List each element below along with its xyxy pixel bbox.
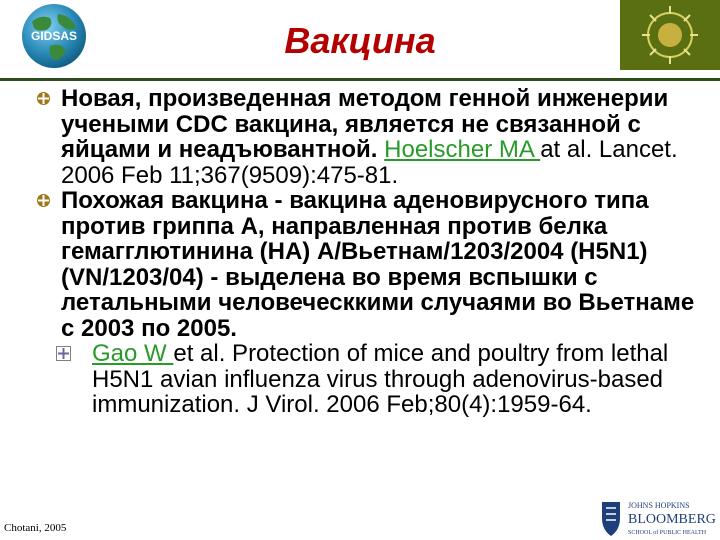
bullet-1-citation: at al. Lancet. 2006 Feb 11;367(9509):475-81. [61,136,678,189]
title-divider [0,78,720,81]
sub-bullet [56,341,696,418]
jh-line-1: JOHNS HOPKINS [628,501,690,510]
page-title: Вакцина [284,20,436,61]
gidsas-logo-text: GIDSAS [30,29,78,43]
sub-bullet-citation: et al. Protection of mice and poultry from lethal H5N1 avian influenza virus through adenovirus-based immunization. J Virol. 2006 Feb;80(4):1959-64. [92,340,669,418]
bullet-1-text: Новая, произведенная методом генной инженерии учеными CDC вакцина, является не связанной с яйцами и неадъювантной. [61,85,669,163]
footer-author: Chotani, 2005 [4,522,67,534]
sub-bullet-icon [56,346,71,361]
bullet-icon [36,193,51,208]
johns-hopkins-logo [598,496,720,540]
bullet-1 [36,86,696,188]
jh-line-2: BLOOMBERG [628,512,716,527]
bullet-icon [36,91,51,106]
virus-emblem-logo [620,0,720,70]
gao-link[interactable]: Gao W [92,340,174,367]
slide-content [36,86,696,418]
hoelscher-link[interactable]: Hoelscher MA [384,136,541,163]
bullet-2 [36,188,696,341]
bullet-2-text: Похожая вакцина - вакцина аденовирусного типа против гриппа А, направленная против белка гемагглютинина (HA) A/Вьетнам/1203/2004 (H5N1) (VN/1203/04) - выделена во время вспышки с летальными человеческкими случаями во Вьетнаме с 2003 по 2005. [61,187,695,342]
jh-line-3: SCHOOL of PUBLIC HEALTH [628,530,707,536]
